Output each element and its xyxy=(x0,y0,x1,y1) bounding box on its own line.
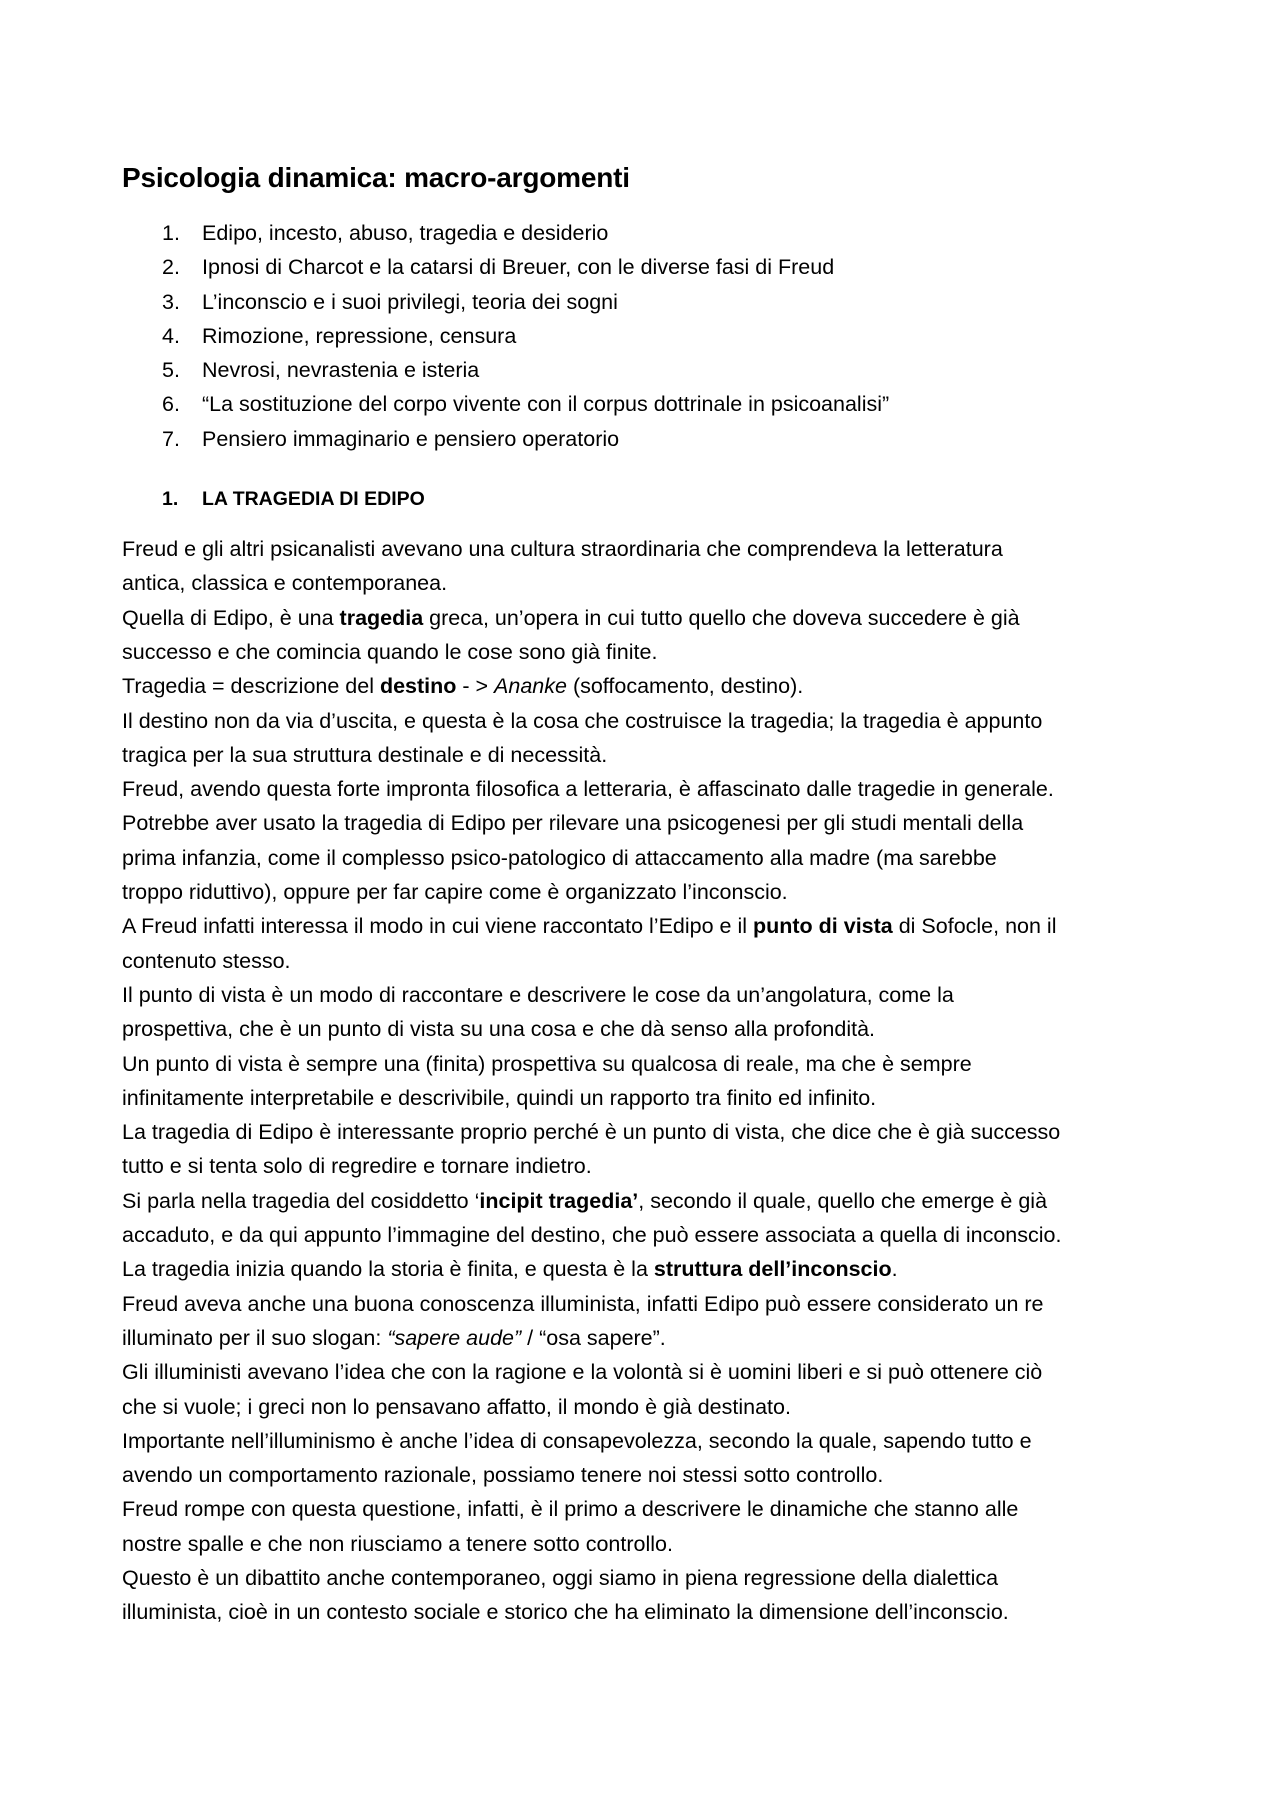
bold-text: struttura dell’inconscio xyxy=(653,1257,892,1282)
text-run: A Freud infatti interessa il modo in cui viene raccontato l’Edipo e il xyxy=(122,914,753,939)
text-line xyxy=(122,1115,1170,1149)
text-run: Gli illuministi avevano l’idea che con la ragione e la volontà si è uomini liberi e si può ottenere ciò xyxy=(122,1360,1043,1385)
text-run: / “osa sapere”. xyxy=(521,1325,666,1350)
text-run: troppo riduttivo), oppure per far capire come è organizzato l’inconscio. xyxy=(122,880,788,905)
text-line xyxy=(122,1252,1170,1286)
text-run: Il destino non da via d’uscita, e questa è la cosa che costruisce la tragedia; la tragedia è appunto xyxy=(122,708,1043,733)
text-run: contenuto stesso. xyxy=(122,948,291,973)
text-run: antica, classica e contemporanea. xyxy=(122,571,448,596)
italic-text: Ananke xyxy=(494,674,567,699)
text-line xyxy=(122,566,1170,600)
text-run: illuminista, cioè in un contesto sociale e storico che ha eliminato la dimensione dell’inconscio. xyxy=(122,1600,1009,1625)
text-line xyxy=(122,1184,1170,1218)
text-run: avendo un comportamento razionale, possiamo tenere noi stessi sotto controllo. xyxy=(122,1463,884,1488)
text-run: Potrebbe aver usato la tragedia di Edipo per rilevare una psicogenesi per gli studi mentali della xyxy=(122,811,1024,836)
text-run: tragica per la sua struttura destinale e di necessità. xyxy=(122,742,608,767)
text-line xyxy=(122,1595,1170,1629)
list-item: 6. “La sostituzione del corpo vivente con il corpus dottrinale in psicoanalisi” xyxy=(162,387,1170,421)
text-line xyxy=(122,1321,1170,1355)
text-line xyxy=(122,532,1170,566)
bold-text: punto di vista xyxy=(753,914,893,939)
text-line xyxy=(122,1012,1170,1046)
text-run: prospettiva, che è un punto di vista su una cosa e che dà senso alla profondità. xyxy=(122,1017,875,1042)
section-title: LA TRAGEDIA DI EDIPO xyxy=(202,488,425,511)
text-line xyxy=(122,1149,1170,1183)
text-line xyxy=(122,1287,1170,1321)
topic-text: L’inconscio e i suoi privilegi, teoria dei sogni xyxy=(202,289,618,314)
text-line xyxy=(122,738,1170,772)
text-run: Importante nell’illuminismo è anche l’idea di consapevolezza, secondo la quale, sapendo tutto e xyxy=(122,1428,1032,1453)
body-text xyxy=(122,532,1170,1630)
text-run: La tragedia inizia quando la storia è finita, e questa è la xyxy=(122,1257,654,1282)
text-line xyxy=(122,1492,1170,1526)
text-run: successo e che comincia quando le cose sono già finite. xyxy=(122,639,658,664)
text-run: Questo è un dibattito anche contemporaneo, oggi siamo in piena regressione della dialettica xyxy=(122,1565,999,1590)
text-run: La tragedia di Edipo è interessante proprio perché è un punto di vista, che dice che è già successo xyxy=(122,1120,1061,1145)
text-line xyxy=(122,1081,1170,1115)
topic-text: Pensiero immaginario e pensiero operatorio xyxy=(202,426,620,451)
text-line xyxy=(122,909,1170,943)
text-run: Freud aveva anche una buona conoscenza illuminista, infatti Edipo può essere considerato un re xyxy=(122,1291,1044,1316)
text-run: (soffocamento, destino). xyxy=(566,674,804,699)
text-line xyxy=(122,1527,1170,1561)
text-run: che si vuole; i greci non lo pensavano affatto, il mondo è già destinato. xyxy=(122,1394,791,1419)
text-run: Freud, avendo questa forte impronta filosofica a letteraria, è affascinato dalle tragedie in generale. xyxy=(122,777,1054,802)
list-item: 7. Pensiero immaginario e pensiero operatorio xyxy=(162,422,1170,456)
list-item: 4. Rimozione, repressione, censura xyxy=(162,319,1170,353)
text-line xyxy=(122,841,1170,875)
text-run: greca, un’opera in cui tutto quello che doveva succedere è già xyxy=(423,605,1020,630)
topic-text: “La sostituzione del corpo vivente con il corpus dottrinale in psicoanalisi” xyxy=(202,392,890,417)
topic-text: Ipnosi di Charcot e la catarsi di Breuer, con le diverse fasi di Freud xyxy=(202,255,835,280)
text-line xyxy=(122,1047,1170,1081)
list-item: 2. Ipnosi di Charcot e la catarsi di Breuer, con le diverse fasi di Freud xyxy=(162,250,1170,284)
text-line xyxy=(122,1458,1170,1492)
topic-text: Rimozione, repressione, censura xyxy=(202,323,517,348)
text-run: accaduto, e da qui appunto l’immagine del destino, che può essere associata a quella di inconscio. xyxy=(122,1223,1062,1248)
bold-text: tragedia xyxy=(339,605,424,630)
text-run: - > xyxy=(456,674,495,699)
text-run: infinitamente interpretabile e descrivibile, quindi un rapporto tra finito ed infinito. xyxy=(122,1085,877,1110)
text-line xyxy=(122,772,1170,806)
list-item: 5. Nevrosi, nevrastenia e isteria xyxy=(162,353,1170,387)
text-run: Freud rompe con questa questione, infatti, è il primo a descrivere le dinamiche che stanno alle xyxy=(122,1497,1019,1522)
text-line xyxy=(122,635,1170,669)
text-run: Tragedia = descrizione del xyxy=(122,674,380,699)
list-item: 3. L’inconscio e i suoi privilegi, teoria dei sogni xyxy=(162,285,1170,319)
text-line xyxy=(122,944,1170,978)
bold-text: destino xyxy=(379,674,457,699)
list-item: 1. Edipo, incesto, abuso, tragedia e desiderio xyxy=(162,216,1170,250)
text-run: Quella di Edipo, è una xyxy=(122,605,340,630)
italic-text: “sapere aude” xyxy=(387,1325,522,1350)
topic-text: Edipo, incesto, abuso, tragedia e desiderio xyxy=(202,221,609,245)
text-run: tutto e si tenta solo di regredire e tornare indietro. xyxy=(122,1154,592,1179)
text-line xyxy=(122,1355,1170,1389)
text-run: nostre spalle e che non riusciamo a tenere sotto controllo. xyxy=(122,1531,673,1556)
text-line xyxy=(122,1561,1170,1595)
page-title: Psicologia dinamica: macro-argomenti xyxy=(122,162,630,193)
text-line xyxy=(122,601,1170,635)
text-line xyxy=(122,875,1170,909)
bold-text: incipit tragedia’ xyxy=(479,1188,639,1213)
topic-list xyxy=(122,216,1170,456)
text-run: . xyxy=(891,1257,898,1282)
text-run: illuminato per il suo slogan: xyxy=(122,1325,388,1350)
text-run: Un punto di vista è sempre una (finita) prospettiva su qualcosa di reale, ma che è sempre xyxy=(122,1051,972,1076)
text-line xyxy=(122,1424,1170,1458)
text-line xyxy=(122,1390,1170,1424)
section-heading: 1. LA TRAGEDIA DI EDIPO xyxy=(122,482,1170,516)
text-run: Il punto di vista è un modo di raccontare e descrivere le cose da un’angolatura, come la xyxy=(122,982,954,1007)
text-run: Freud e gli altri psicanalisti avevano una cultura straordinaria che comprendeva la letteratura xyxy=(122,537,1003,562)
topic-text: Nevrosi, nevrastenia e isteria xyxy=(202,358,480,383)
text-line xyxy=(122,704,1170,738)
text-run: Si parla nella tragedia del cosiddetto ‘ xyxy=(122,1188,480,1213)
text-run: di Sofocle, non il xyxy=(892,914,1057,939)
text-run: , secondo il quale, quello che emerge è già xyxy=(638,1188,1048,1213)
text-line xyxy=(122,806,1170,840)
text-run: prima infanzia, come il complesso psico-patologico di attaccamento alla madre (ma sarebbe xyxy=(122,845,997,870)
text-line xyxy=(122,978,1170,1012)
text-line xyxy=(122,669,1170,703)
text-line xyxy=(122,1218,1170,1252)
